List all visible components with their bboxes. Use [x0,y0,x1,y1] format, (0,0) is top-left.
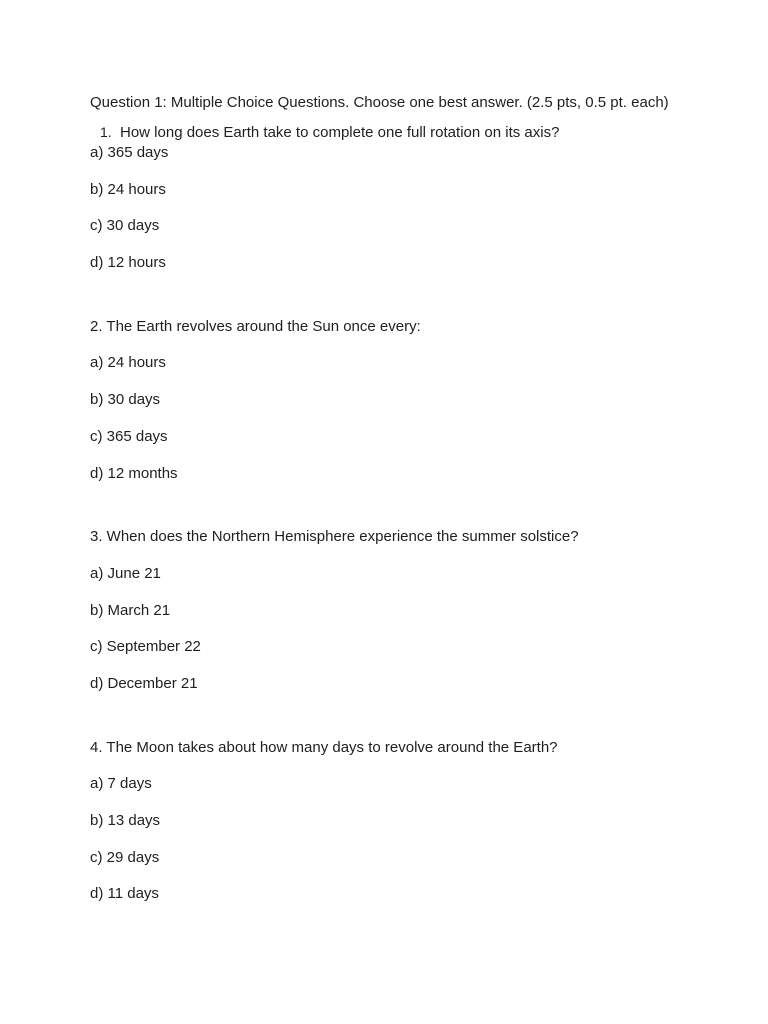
answer-option-a: a) June 21 [90,564,161,582]
answer-option-d: d) 12 months [90,464,178,482]
answer-option-c: c) September 22 [90,638,201,656]
answer-option-c: c) 30 days [90,217,160,235]
answer-option-a: a) 24 hours [90,354,166,372]
spacer [90,710,730,737]
question-block-1 [90,114,730,289]
answer-option-b: b) 13 days [90,812,161,829]
question-block-4 [90,737,730,920]
answer-option-b: b) March 21 [90,601,171,619]
question-prompt: How long does Earth take to complete one full rotation on its axis? [120,124,560,141]
answer-option-c: c) 29 days [90,848,160,866]
question-block-2 [90,316,730,499]
spacer [90,289,730,316]
answer-option-d: d) December 21 [90,674,198,692]
answer-option-a: a) 7 days [90,775,152,793]
answer-option-b: b) 24 hours [90,180,166,198]
question-text: 2. The Earth revolves around the Sun once every: [90,317,421,335]
answer-option-d: d) 11 days [90,885,159,903]
question-text: 3. When does the Northern Hemisphere experience the summer solstice? [90,528,579,546]
document-page [90,92,730,920]
section-heading: Question 1: Multiple Choice Questions. Choose one best answer. (2.5 pts, 0.5 pt. each) [90,94,669,111]
answer-option-c: c) 365 days [90,427,168,445]
question-block-3 [90,526,730,709]
question-number: 1. [100,124,112,140]
question-text: 4. The Moon takes about how many days to revolve around the Earth? [90,738,558,756]
answer-option-a: a) 365 days [90,144,169,161]
spacer [90,499,730,526]
answer-option-d: d) 12 hours [90,254,166,272]
answer-option-b: b) 30 days [90,391,161,409]
